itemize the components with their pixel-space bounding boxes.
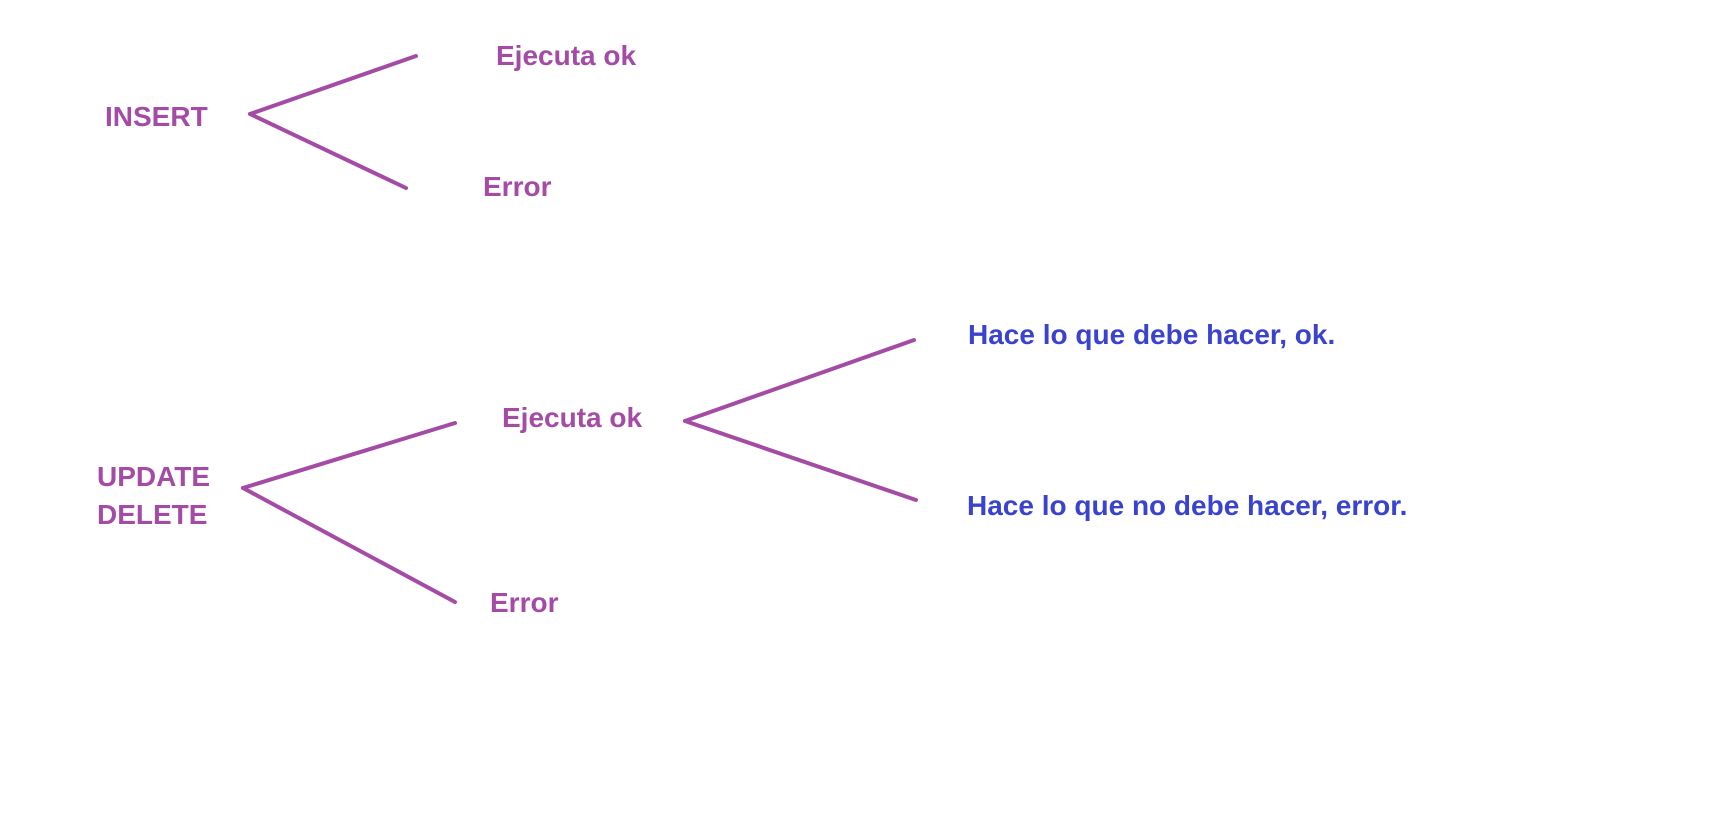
update-label: UPDATE [97, 461, 211, 492]
bad-sub-outcome: Hace lo que no debe hacer, error. [967, 490, 1408, 521]
ok-to-good-branch [685, 340, 914, 421]
good-sub-outcome: Hace lo que debe hacer, ok. [968, 319, 1336, 350]
insert-to-ok-branch [250, 56, 416, 114]
insert-root-label: INSERT [105, 101, 208, 132]
insert-to-error-branch [250, 114, 406, 188]
update-delete-to-ok-branch [243, 423, 455, 488]
update-delete-root-label [97, 458, 210, 534]
update-delete-error-outcome: Error [490, 587, 559, 618]
ok-to-bad-branch [685, 421, 916, 500]
insert-ok-outcome: Ejecuta ok [496, 40, 637, 71]
delete-label: DELETE [97, 499, 208, 530]
insert-error-outcome: Error [483, 171, 552, 202]
update-delete-to-error-branch [243, 488, 455, 602]
update-delete-ok-outcome: Ejecuta ok [502, 402, 643, 433]
